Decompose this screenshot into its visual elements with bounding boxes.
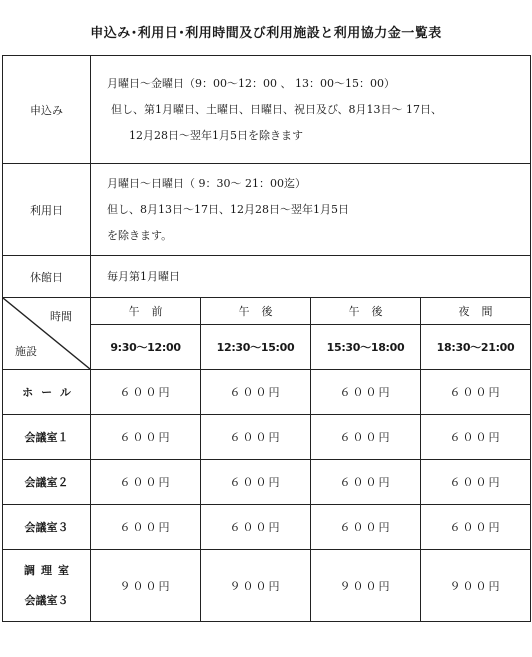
facility-name: 会議室２ [3, 460, 91, 505]
slot-range-3: 15:30～18:00 [311, 325, 421, 370]
fee-cell: ６００円 [421, 460, 531, 505]
fee-cell: ６００円 [311, 505, 421, 550]
application-line-2: 但し、第1月曜日、土曜日、日曜日、祝日及び、8月13日～ 17日、 [111, 102, 443, 116]
fee-table [2, 55, 531, 622]
fee-cell: ６００円 [311, 460, 421, 505]
fee-cell: ６００円 [201, 460, 311, 505]
facility-name-line-2: 会議室３ [24, 593, 69, 607]
fee-cell: ６００円 [421, 505, 531, 550]
usage-days-line-2: 但し、8月13日～17日、12月28日～翌年1月5日 [107, 202, 349, 216]
closed-label: 休館日 [3, 256, 91, 298]
application-line-3: 12月28日～翌年1月5日を除きます [129, 128, 303, 142]
corner-header [3, 298, 91, 370]
page-title: 申込み･利用日･利用時間及び利用施設と利用協力金一覧表 [90, 26, 442, 41]
facility-name-line-1: 調理室 [24, 563, 75, 577]
slot-range-4: 18:30～21:00 [421, 325, 531, 370]
time-name-row [3, 298, 531, 325]
fee-cell: ６００円 [91, 460, 201, 505]
fee-cell: ６００円 [91, 505, 201, 550]
corner-facility-label: 施設 [15, 345, 37, 358]
facility-name: ホール [3, 370, 91, 415]
usage-days-label: 利用日 [3, 164, 91, 256]
application-line-1: 月曜日～金曜日（9：00～12：00 、 13：00～15：00） [107, 76, 395, 90]
corner-time-label: 時間 [50, 310, 72, 323]
facility-name [3, 550, 91, 622]
slot-name-2: 午後 [201, 298, 311, 325]
fee-cell: ９００円 [311, 550, 421, 622]
slot-name-1: 午前 [91, 298, 201, 325]
facility-name: 会議室１ [3, 415, 91, 460]
slot-range-2: 12:30～15:00 [201, 325, 311, 370]
usage-days-line-1: 月曜日～日曜日（ 9：30～ 21：00迄） [107, 176, 306, 190]
table-row [3, 370, 531, 415]
fee-cell: ９００円 [91, 550, 201, 622]
application-info [91, 56, 531, 164]
fee-cell: ６００円 [421, 415, 531, 460]
fee-cell: ６００円 [91, 415, 201, 460]
table-row [3, 505, 531, 550]
facility-name: 会議室３ [3, 505, 91, 550]
fee-cell: ６００円 [91, 370, 201, 415]
closed-value: 毎月第1月曜日 [91, 256, 531, 298]
table-row [3, 550, 531, 622]
fee-cell: ６００円 [201, 370, 311, 415]
slot-range-1: 9:30～12:00 [91, 325, 201, 370]
usage-days-row [3, 164, 531, 256]
usage-days-line-3: を除きます。 [107, 228, 173, 242]
fee-cell: ６００円 [421, 370, 531, 415]
table-row [3, 460, 531, 505]
fee-cell: ６００円 [311, 415, 421, 460]
slot-name-3: 午後 [311, 298, 421, 325]
fee-cell: ６００円 [311, 370, 421, 415]
usage-days-info [91, 164, 531, 256]
fee-cell: ６００円 [201, 415, 311, 460]
fee-cell: ６００円 [201, 505, 311, 550]
table-row [3, 415, 531, 460]
closed-row [3, 256, 531, 298]
slot-name-4: 夜間 [421, 298, 531, 325]
application-label: 申込み [3, 56, 91, 164]
fee-cell: ９００円 [421, 550, 531, 622]
application-row [3, 56, 531, 164]
fee-cell: ９００円 [201, 550, 311, 622]
